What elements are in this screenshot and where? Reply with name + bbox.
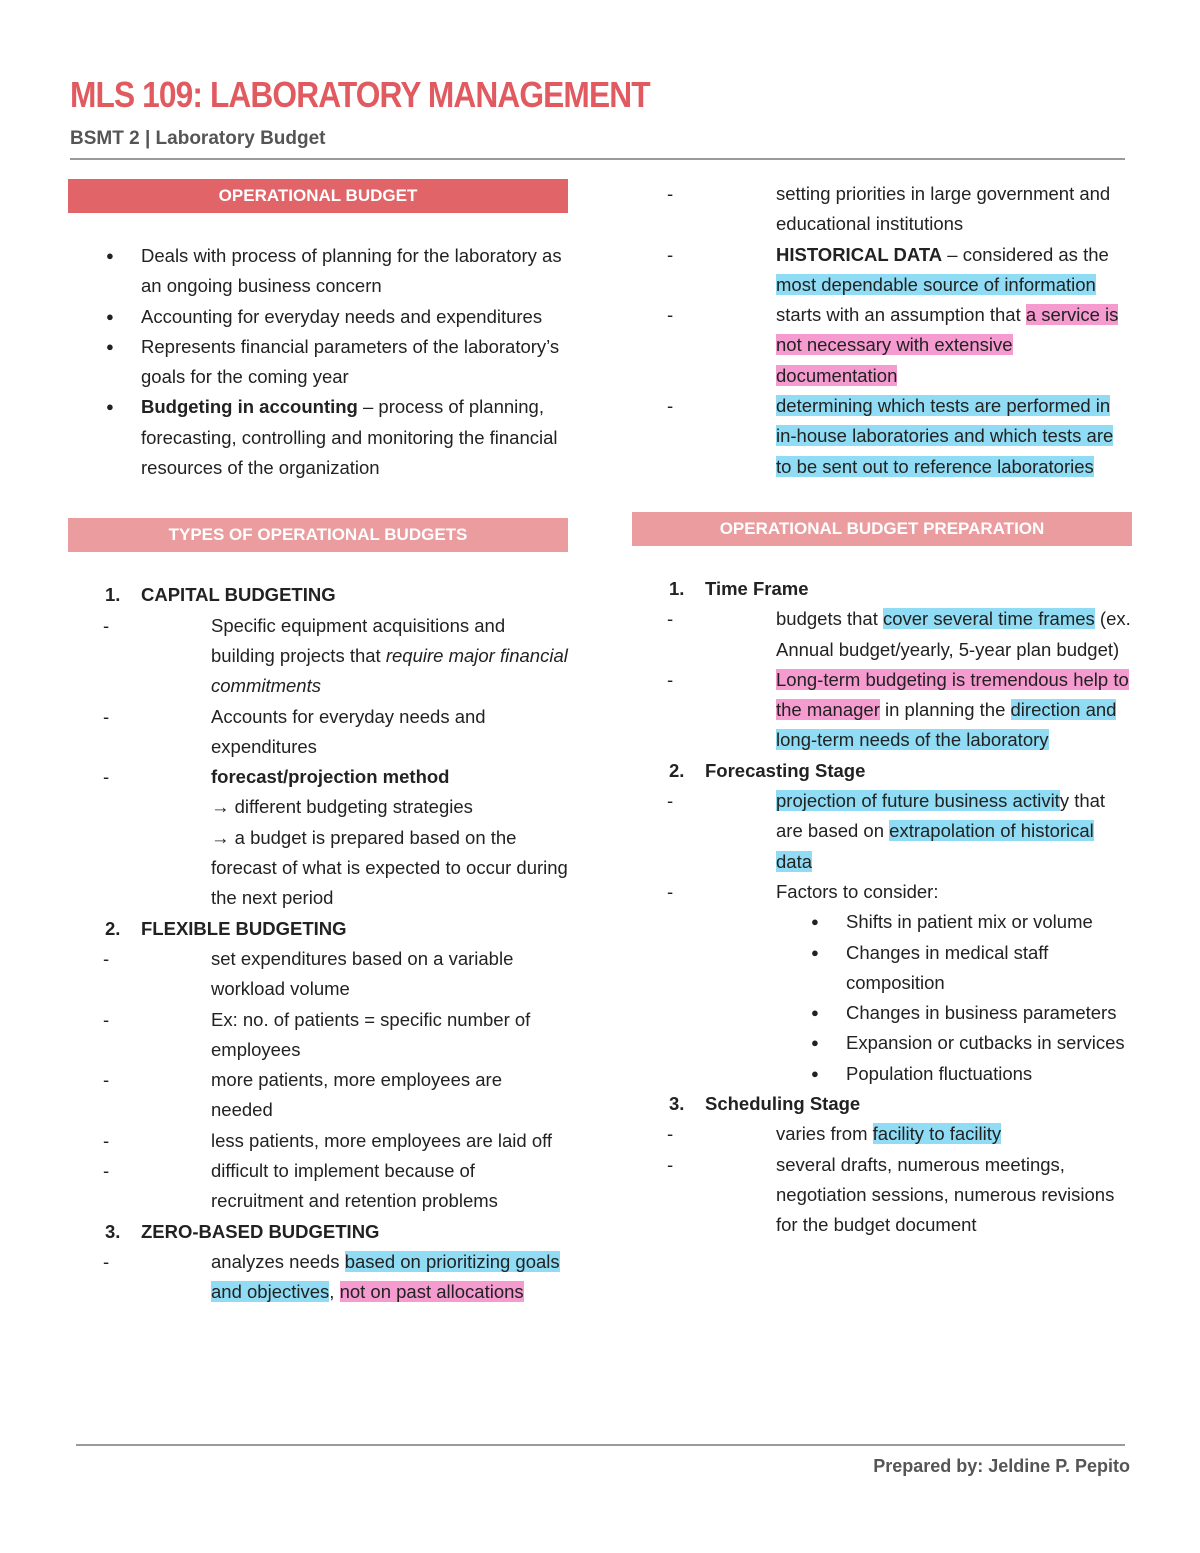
detail-item <box>68 1247 568 1308</box>
highlight-blue: direction and long-term needs of the laboratory <box>776 699 1117 751</box>
types-list <box>68 580 568 1307</box>
detail-bold: forecast/projection method <box>211 766 450 788</box>
page-title: MLS 109: LABORATORY MANAGEMENT <box>70 74 650 115</box>
factor-item <box>775 938 1132 999</box>
detail-text: budgets that <box>776 608 883 630</box>
detail-text: , <box>329 1281 340 1303</box>
item-number: 3. <box>669 1093 685 1115</box>
detail-text: Accounts for everyday needs and expenditures <box>211 705 486 757</box>
detail-text: difficult to implement because of recruitment and retention problems <box>211 1160 498 1212</box>
highlight-blue: most dependable source of information <box>776 273 1096 295</box>
right-column <box>632 179 1132 1241</box>
forecasting-details <box>632 786 1132 1089</box>
factor-text: Changes in medical staff composition <box>846 941 1049 993</box>
operational-budget-list <box>68 241 568 483</box>
detail-text: less patients, more employees are laid off <box>211 1129 553 1151</box>
detail-text: several drafts, numerous meetings, negotiation sessions, numerous revisions for the budget document <box>776 1153 1115 1236</box>
detail-text: set expenditures based on a variable workload volume <box>211 947 514 1000</box>
detail-text: setting priorities in large government and educational institutions <box>776 183 1111 235</box>
list-item <box>68 302 568 332</box>
detail-text: Ex: no. of patients = specific number of employees <box>211 1008 531 1060</box>
detail-item <box>632 391 1132 482</box>
list-item <box>68 241 568 302</box>
time-frame-details <box>632 604 1132 755</box>
item-title: FLEXIBLE BUDGETING <box>141 917 347 939</box>
detail-text: Factors to consider: <box>776 880 939 902</box>
highlight-blue: facility to facility <box>872 1123 1002 1145</box>
capital-details <box>68 611 568 914</box>
item-title: Scheduling Stage <box>705 1093 861 1115</box>
detail-item <box>632 1119 1132 1149</box>
detail-text: y <box>1059 790 1070 812</box>
detail-text: more patients, more employees are needed <box>211 1069 502 1121</box>
page-subtitle: BSMT 2 | Laboratory Budget <box>70 128 326 149</box>
item-number: 1. <box>105 584 121 606</box>
list-item-text: – process of planning, forecasting, controlling and monitoring the financial resources of the organization <box>141 396 558 479</box>
preparation-list <box>632 574 1132 1241</box>
term-bold: Budgeting in accounting <box>141 396 358 418</box>
factor-text: Expansion or cutbacks in services <box>846 1032 1125 1054</box>
detail-item <box>68 762 568 913</box>
detail-italic: require major financial commitments <box>211 644 568 697</box>
factors-list <box>775 907 1132 1089</box>
detail-text: in planning the <box>879 699 1011 721</box>
detail-item <box>632 604 1132 665</box>
detail-text: (ex. Annual budget/yearly, 5-year plan budget) <box>776 608 1131 660</box>
highlight-blue: based on prioritizing goals and objectives <box>211 1250 560 1303</box>
detail-item <box>632 179 1132 240</box>
detail-item <box>632 240 1132 301</box>
section-header-types: TYPES OF OPERATIONAL BUDGETS <box>68 518 568 552</box>
factor-item <box>775 907 1132 937</box>
highlight-blue: determining which tests are performed in in-house laboratories and which tests are to be sent out to reference laboratories <box>776 395 1114 477</box>
detail-item <box>68 944 568 1005</box>
item-number: 2. <box>669 759 685 781</box>
zero-details <box>68 1247 568 1308</box>
detail-item <box>632 877 1132 1089</box>
factor-text: Shifts in patient mix or volume <box>846 911 1093 933</box>
detail-item <box>632 665 1132 756</box>
list-item-forecasting <box>632 756 1132 1089</box>
zero-based-continued <box>632 179 1132 482</box>
list-item-time-frame <box>632 574 1132 756</box>
prepared-by: Prepared by: Jeldine P. Pepito <box>873 1456 1130 1476</box>
item-title: Time Frame <box>705 577 809 599</box>
detail-bold: HISTORICAL DATA <box>776 243 943 265</box>
detail-item <box>68 1005 568 1066</box>
detail-item <box>632 1150 1132 1241</box>
highlight-blue: cover several time frames <box>882 608 1095 630</box>
scheduling-details <box>632 1119 1132 1240</box>
highlight-blue: projection of future business activit <box>776 790 1060 812</box>
list-item <box>68 392 568 483</box>
list-item-text: Represents financial parameters of the laboratory’s goals for the coming year <box>141 335 560 388</box>
factor-item <box>775 998 1132 1028</box>
detail-arrow-text: → a budget is prepared based on the forecast of what is expected to occur during the next period <box>211 826 568 909</box>
factor-item <box>775 1028 1132 1058</box>
flexible-details <box>68 944 568 1217</box>
section-header-preparation: OPERATIONAL BUDGET PREPARATION <box>632 512 1132 546</box>
detail-item <box>68 702 568 763</box>
highlight-pink: a service is not necessary with extensive documentation <box>776 304 1119 386</box>
detail-text: starts with an assumption that <box>776 304 1026 326</box>
factor-text: Population fluctuations <box>846 1062 1033 1084</box>
detail-text: Specific equipment acquisitions and building projects that <box>211 614 506 666</box>
list-item-text: Accounting for everyday needs and expenditures <box>141 305 543 327</box>
detail-item <box>68 611 568 702</box>
detail-item <box>632 786 1132 877</box>
detail-item <box>68 1126 568 1156</box>
header-divider <box>70 158 1125 160</box>
detail-text: – considered as the <box>942 243 1109 265</box>
list-item-scheduling <box>632 1089 1132 1240</box>
item-title: CAPITAL BUDGETING <box>141 584 336 606</box>
detail-item <box>68 1156 568 1217</box>
list-item-flexible <box>68 914 568 1217</box>
list-item-zero-based <box>68 1217 568 1308</box>
detail-text: analyzes needs <box>211 1250 345 1272</box>
detail-item <box>68 1065 568 1126</box>
left-column <box>68 179 568 1308</box>
highlight-pink: Long-term budgeting is tremendous help to the manager <box>776 668 1129 721</box>
item-title: Forecasting Stage <box>705 759 866 781</box>
list-item <box>68 332 568 393</box>
highlight-blue: extrapolation of historical data <box>776 820 1094 872</box>
section-header-operational-budget: OPERATIONAL BUDGET <box>68 179 568 213</box>
footer-divider <box>76 1444 1125 1446</box>
detail-item <box>632 300 1132 391</box>
list-item-capital <box>68 580 568 913</box>
list-item-text: Deals with process of planning for the laboratory as an ongoing business concern <box>141 245 562 297</box>
detail-arrow-text: → different budgeting strategies <box>211 796 473 818</box>
item-number: 1. <box>669 577 685 599</box>
item-title: ZERO-BASED BUDGETING <box>141 1220 380 1242</box>
factor-text: Changes in business parameters <box>846 1002 1117 1024</box>
highlight-pink: not on past allocations <box>339 1281 524 1303</box>
detail-text: that are based on <box>776 790 1106 842</box>
detail-text: varies from <box>776 1123 873 1145</box>
item-number: 3. <box>105 1220 121 1242</box>
item-number: 2. <box>105 917 121 939</box>
factor-item <box>775 1059 1132 1089</box>
